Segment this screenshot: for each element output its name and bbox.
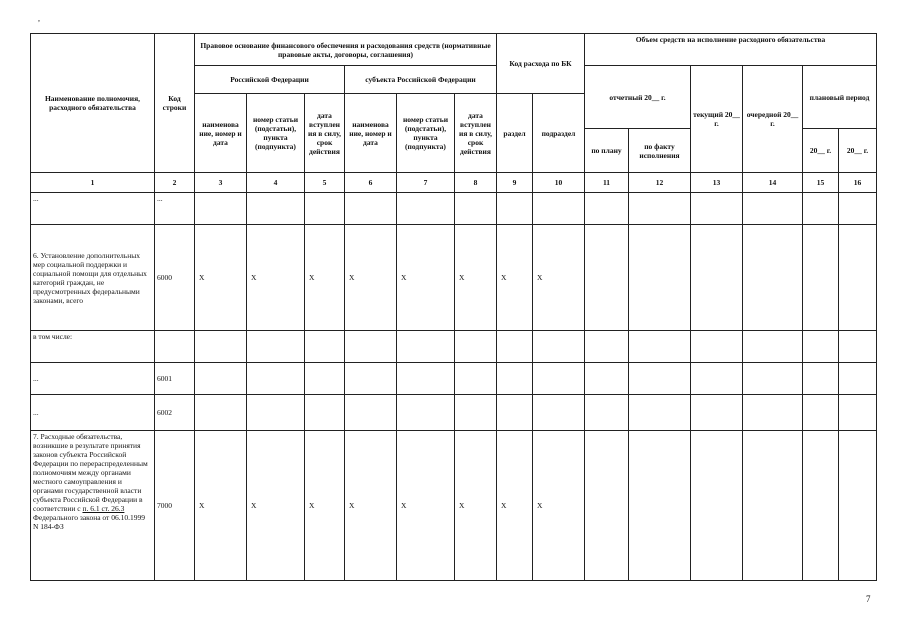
col-number: 7 (397, 173, 455, 193)
row-7000-mark: X (397, 431, 455, 581)
row-6000-mark: X (195, 225, 247, 331)
header-planned-period: плановый период (803, 66, 877, 129)
header-rf-name-date: наименова ние, номер и дата (195, 94, 247, 173)
col-number: 16 (839, 173, 877, 193)
row-7000-mark: X (305, 431, 345, 581)
header-subject-rf: субъекта Российской Федерации (345, 66, 497, 94)
row-7000-name (31, 431, 155, 581)
row-including-label: в том числе: (31, 331, 155, 363)
row-7000-mark: X (247, 431, 305, 581)
header-plan: по плану (585, 129, 629, 173)
row-name: ... (31, 193, 155, 225)
row-7000-name-tail: Федерального закона от 06.10.1999 N 184-ФЗ (33, 513, 145, 531)
page-number: 7 (866, 594, 871, 604)
header-code-column: Код строки (155, 34, 195, 173)
col-number: 9 (497, 173, 533, 193)
row-6000-mark: X (455, 225, 497, 331)
header-legal-basis: Правовое основание финансового обеспечения и расходования средств (нормативные правовые акты, договоры, соглашения) (195, 34, 497, 66)
header-actual: по факту исполнения (629, 129, 691, 173)
row-code: ... (155, 193, 195, 225)
row-6000-mark: X (247, 225, 305, 331)
row-6000-mark: X (397, 225, 455, 331)
col-number: 4 (247, 173, 305, 193)
header-funds-volume: Объем средств на исполнение расходного обязательства (585, 34, 877, 66)
header-section: раздел (497, 94, 533, 173)
col-number: 15 (803, 173, 839, 193)
col-number: 10 (533, 173, 585, 193)
header-subsection: подраздел (533, 94, 585, 173)
header-planned-year-1: 20__ г. (803, 129, 839, 173)
expenditure-obligations-table (30, 33, 877, 581)
header-next-year: очередной 20__ г. (743, 66, 803, 173)
col-number: 2 (155, 173, 195, 193)
col-number: 13 (691, 173, 743, 193)
header-current-year: текущий 20__ г. (691, 66, 743, 173)
header-bk-code: Код расхода по БК (497, 34, 585, 94)
row-7000-name-text: 7. Расходные обязательства, возникшие в результате принятия законов субъекта Российской Федерации по перераспределенным полномочиям между органами местного самоуправления и органами государственной власти субъекта Российской Федерации в соответствии с (33, 432, 148, 513)
header-name-column: Наименование полномочия, расходного обязательства (31, 34, 155, 173)
header-planned-year-2: 20__ г. (839, 129, 877, 173)
row-6000-mark: X (533, 225, 585, 331)
col-number: 14 (743, 173, 803, 193)
header-rf: Российской Федерации (195, 66, 345, 94)
col-number: 3 (195, 173, 247, 193)
row-7000-code: 7000 (155, 431, 195, 581)
col-number: 12 (629, 173, 691, 193)
row-7000-mark: X (497, 431, 533, 581)
row-7000-mark: X (195, 431, 247, 581)
row-6000-code: 6000 (155, 225, 195, 331)
header-rf-article: номер статьи (подстатьи), пункта (подпункта) (247, 94, 305, 173)
col-number: 5 (305, 173, 345, 193)
row-6002-code: 6002 (155, 395, 195, 431)
header-subject-name-date: наименова ние, номер и дата (345, 94, 397, 173)
row-7000-mark: X (455, 431, 497, 581)
row-6002-name: ... (31, 395, 155, 431)
header-rf-effective-date: дата вступлен ия в силу, срок действия (305, 94, 345, 173)
row-6001-name: ... (31, 363, 155, 395)
row-7000-mark: X (345, 431, 397, 581)
scan-mark: , (38, 14, 40, 23)
col-number: 1 (31, 173, 155, 193)
header-reporting-year: отчетный 20__ г. (585, 66, 691, 129)
header-subject-article: номер статьи (подстатьи), пункта (подпункта) (397, 94, 455, 173)
row-6000-name: 6. Установление дополнительных мер социальной поддержки и социальной помощи для отдельных категорий граждан, не предусмотренных федеральными законами, всего (31, 225, 155, 331)
col-number: 11 (585, 173, 629, 193)
row-6000-mark: X (497, 225, 533, 331)
col-number: 6 (345, 173, 397, 193)
col-number: 8 (455, 173, 497, 193)
row-6000-mark: X (305, 225, 345, 331)
header-subject-effective-date: дата вступлен ия в силу, срок действия (455, 94, 497, 173)
row-6000-mark: X (345, 225, 397, 331)
row-7000-mark: X (533, 431, 585, 581)
row-6001-code: 6001 (155, 363, 195, 395)
law-reference-link[interactable]: п. 6.1 ст. 26.3 (82, 504, 125, 513)
